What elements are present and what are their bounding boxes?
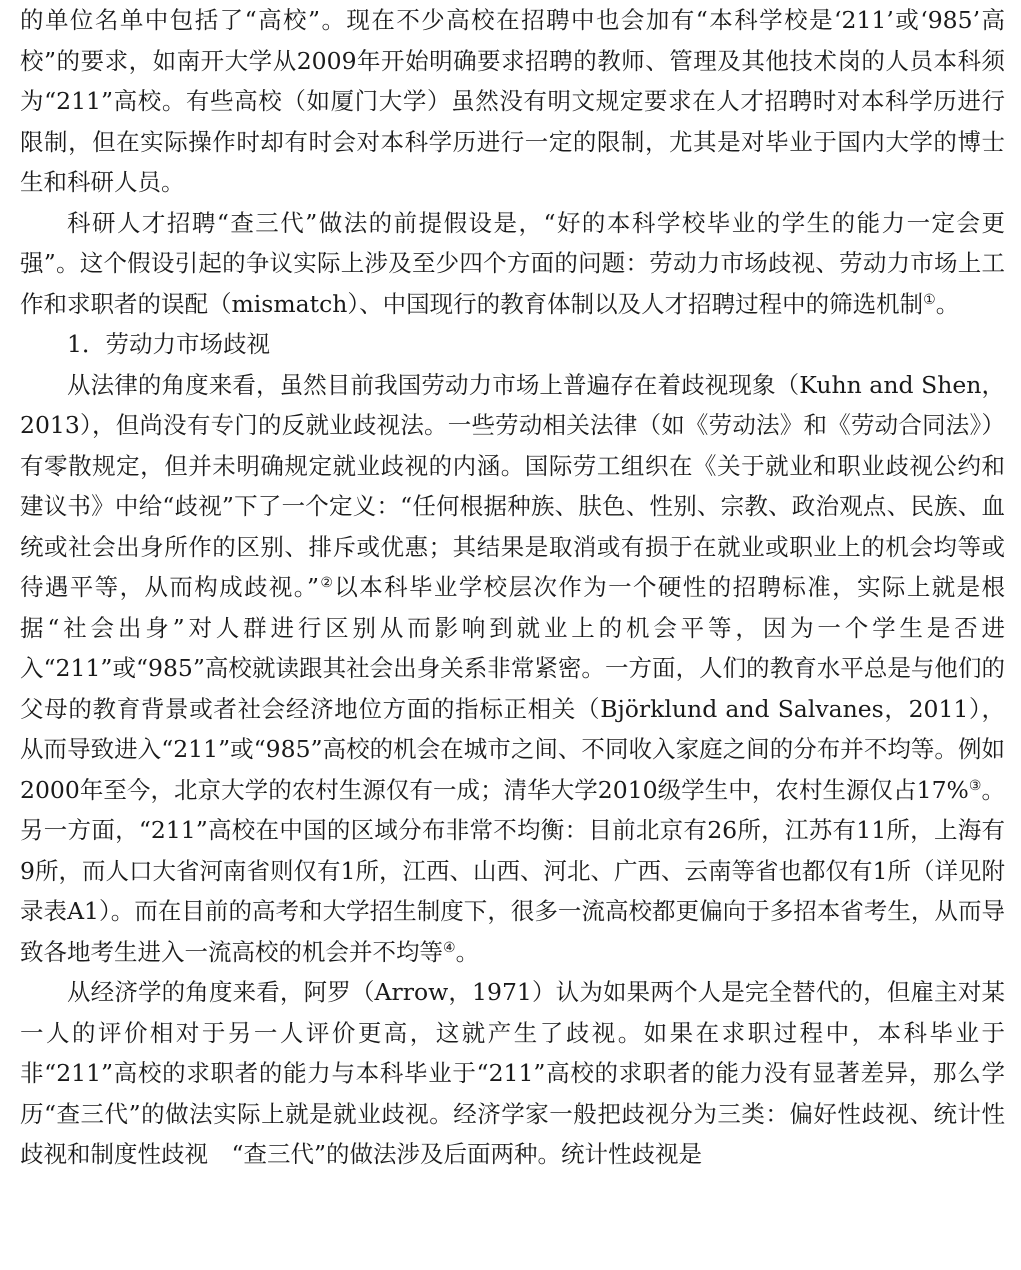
paragraph-3-text-d: 。 (455, 937, 480, 966)
paragraph-4 (20, 972, 1005, 1175)
paragraph-2: 科研人才招聘“查三代”做法的前提假设是，“好的本科学校毕业的学生的能力一定会更强”。这个假设引起的争议实际上涉及至少四个方面的问题：劳动力市场歧视、劳动力市场上工作和求职者的误配（mismatch）、中国现行的教育体制以及人才招聘过程中的筛选机制①。 (20, 208, 1005, 318)
footnote-ref-4: ④ (443, 939, 456, 956)
footnote-ref-3: ③ (968, 777, 982, 794)
paragraph-1-text: 的单位名单中包括了“高校”。现在不少高校在招聘中也会加有“本科学校是‘211’或‘985’高校”的要求，如南开大学从2009年开始明确要求招聘的教师、管理及其他技术岗的人员本科须为“211”高校。有些高校（如厦门大学）虽然没有明文规定要求在人才招聘时对本科学历进行限制，但在实际操作时却有时会对本科学历进行一定的限制，尤其是对毕业于国内大学的博士生和科研人员。 (20, 6, 1005, 196)
document-page (20, 0, 1005, 1175)
paragraph-3-text-c: 。另一方面，“211”高校在中国的区域分布非常不均衡：目前北京有26所，江苏有11所，上海有9所，而人口大省河南省则仅有1所，江西、山西、河北、广西、云南等省也都仅有1所（详见附录表A1）。而在目前的高考和大学招生制度下，很多一流高校都更偏向于多招本省考生，从而导致各地考生进入一流高校的机会并不均等 (20, 775, 1005, 966)
paragraph-3-text-a: 从法律的角度来看，虽然目前我国劳动力市场上普遍存在着歧视现象（Kuhn and Shen，2013），但尚没有专门的反就业歧视法。一些劳动相关法律（如《劳动法》和《劳动合同法》）有零散规定，但并未明确规定就业歧视的内涵。国际劳工组织在《关于就业和职业歧视公约和建议书》中给“歧视”下了一个定义：“任何根据种族、肤色、性别、宗教、政治观点、民族、血统或社会出身所作的区别、排斥或优惠；其结果是取消或有损于在就业或职业上的机会均等或待遇平等，从而构成歧视。” (20, 370, 1005, 601)
section-heading-labor-market-discrimination: 1．劳动力市场歧视 (67, 330, 270, 358)
paragraph-3-text-b: 以本科毕业学校层次作为一个硬性的招聘标准，实际上就是根据“社会出身”对人群进行区别从而影响到就业上的机会平等，因为一个学生是否进入“211”或“985”高校就读跟其社会出身关系非常紧密。一方面，人们的教育水平总是与他们的父母的教育背景或者社会经济地位方面的指标正相关（Björklund and Salvanes，2011），从而导致进入“211”或“985”高校的机会在城市之间、不同收入家庭之间的分布并不均等。例如2000年至今，北京大学的农村生源仅有一成；清华大学2010级学生中，农村生源仅占17% (20, 573, 1005, 804)
paragraph-2-text: 科研人才招聘“查三代”做法的前提假设是，“好的本科学校毕业的学生的能力一定会更强”。这个假设引起的争议实际上涉及至少四个方面的问题：劳动力市场歧视、劳动力市场上工作和求职者的误配（mismatch）、中国现行的教育体制以及人才招聘过程中的筛选机制 (20, 208, 1005, 318)
paragraph-4-text: 从经济学的角度来看，阿罗（Arrow，1971）认为如果两个人是完全替代的，但雇主对某一人的评价相对于另一人评价更高，这就产生了歧视。如果在求职过程中，本科毕业于非“211”高校的求职者的能力与本科毕业于“211”高校的求职者的能力没有显著差异，那么学历“查三代”的做法实际上就是就业歧视。经济学家一般把歧视分为三类：偏好性歧视、统计性歧视和制度性歧视 “查三代”的做法涉及后面两种。统计性歧视是 (20, 978, 1005, 1168)
footnote-ref-1: ① (923, 291, 936, 308)
paragraph-3 (20, 365, 1005, 973)
paragraph-1 (20, 0, 1005, 203)
footnote-ref-2: ② (318, 575, 335, 591)
